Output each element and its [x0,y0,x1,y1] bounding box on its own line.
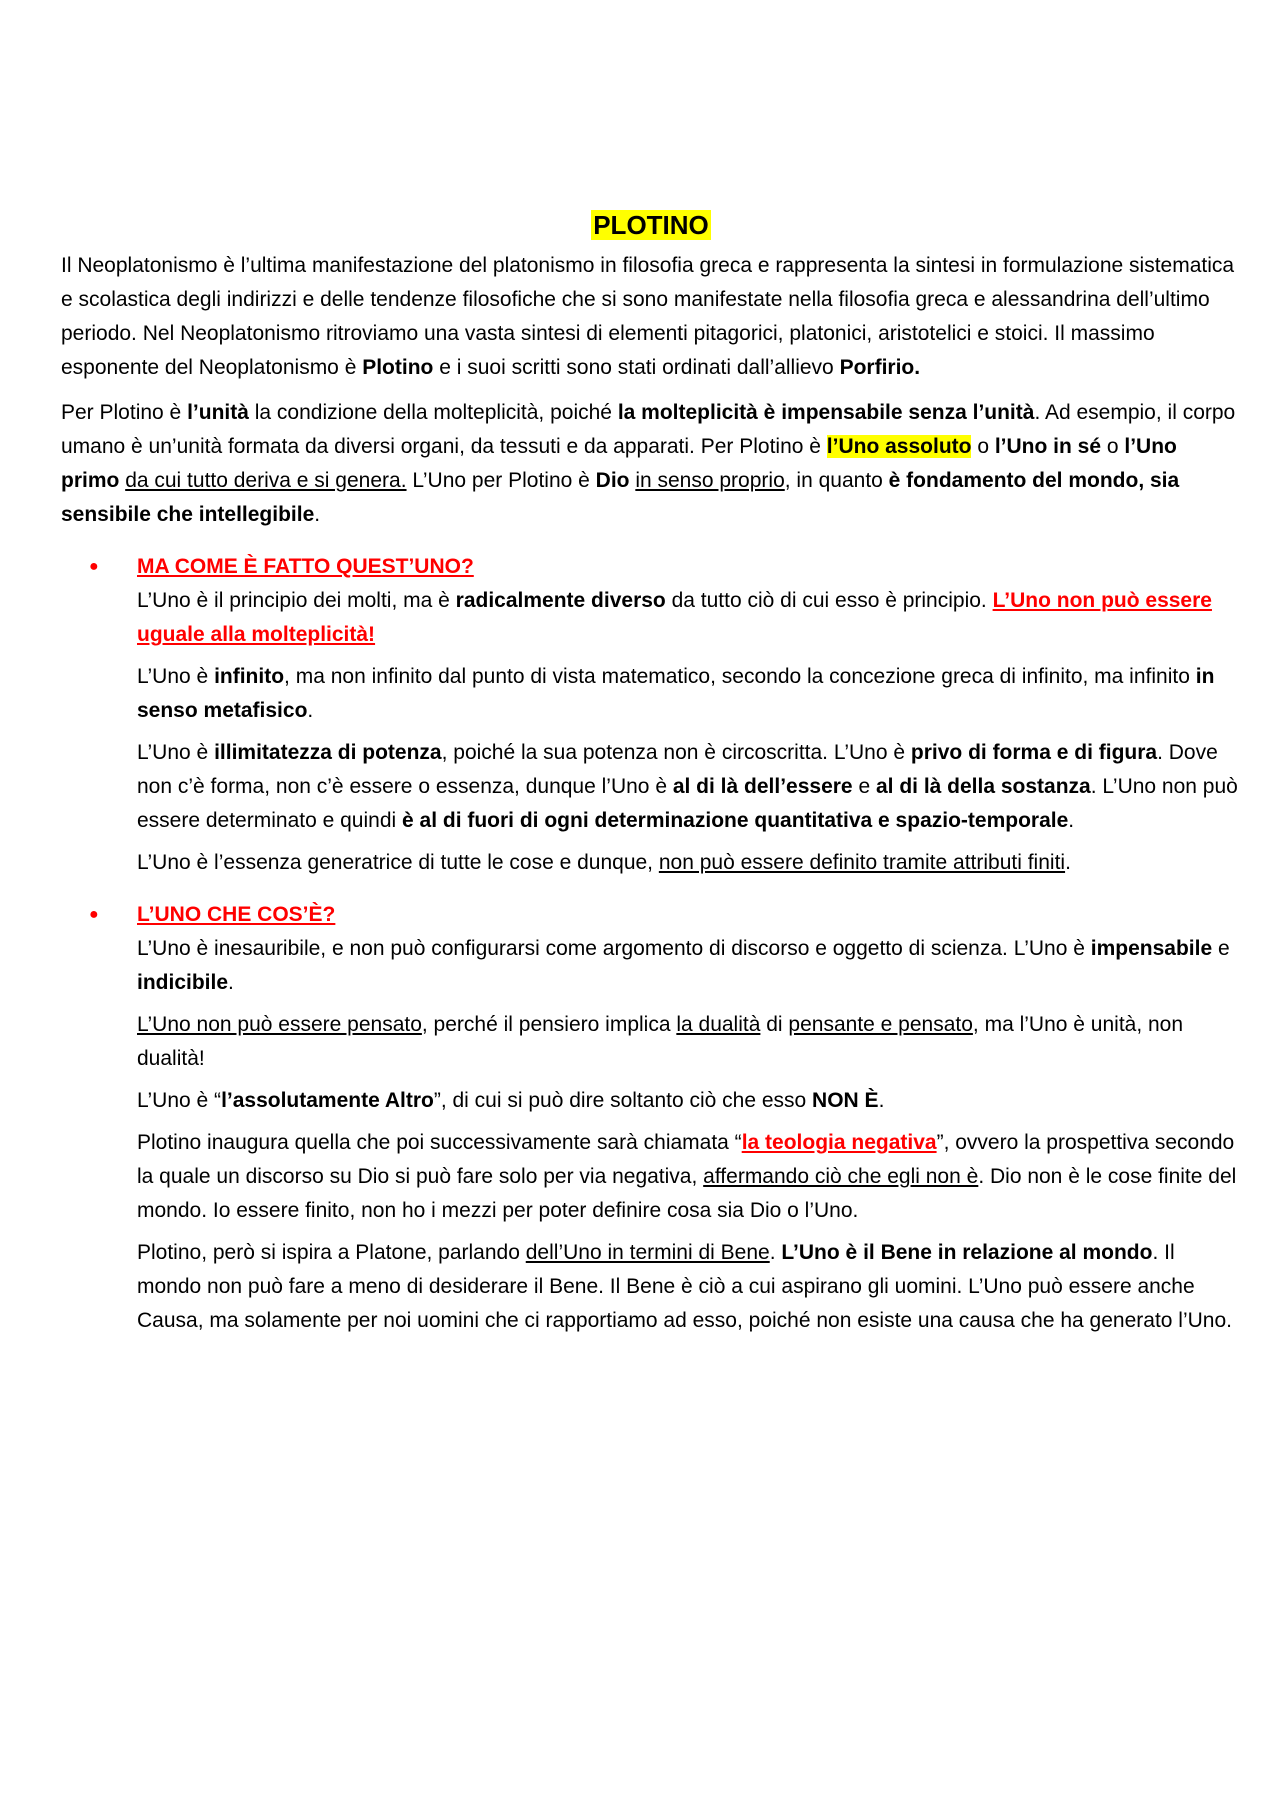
underlined-text: non può essere definito tramite attributi finiti [658,851,1066,874]
section-1-paragraph-3 [137,736,1241,838]
bold-text: l’unità [187,401,249,424]
section-1-body [61,584,1241,880]
bold-text: radicalmente diverso [455,589,666,612]
text: . Ad esempio, il corpo umano è un’unità formata da diversi organi, da tessuti e da apparati. Per Plotino è [61,401,1236,458]
underlined-text: pensante e pensato [788,1013,973,1036]
section-2-paragraph-1 [137,932,1241,1000]
text: . Dio non è le cose finite del mondo. Io essere finito, non ho i mezzi per poter definire cosa sia Dio o l’Uno. [137,1165,1237,1222]
bold-text: infinito [214,665,285,688]
section-2-body [61,932,1241,1338]
underlined-text: dell’Uno in termini di Bene [525,1241,770,1264]
text: ”, ovvero la prospettiva secondo la quale un discorso su Dio si può fare solo per via negativa, [137,1131,1235,1188]
bold-text: L’Uno è il Bene in relazione al mondo [781,1241,1153,1264]
bold-text: impensabile [1090,937,1213,960]
section-1-heading [61,550,1241,584]
text: L’Uno è [137,741,215,764]
title-wrap [61,205,1241,245]
text: , ma l’Uno è unità, non dualità! [137,1013,1184,1070]
bold-text: al di là dell’essere [672,775,853,798]
bold-text: è fondamento del mondo, sia sensibile che intellegibile [61,469,1180,526]
text: , perché il pensiero implica [421,1013,677,1036]
text: . Dove non c’è forma, non c’è essere o essenza, dunque l’Uno è [137,741,1218,798]
bold-porfirio: Porfirio. [839,356,921,379]
text: . [878,1089,885,1112]
bold-text: l’Uno in sé [994,435,1102,458]
document-page [61,205,1241,1346]
text: . [314,503,321,526]
bullet-icon: ● [89,906,99,923]
bold-text: NON È [812,1089,879,1112]
underlined-text: in senso proprio [635,469,785,492]
text: ”, di cui si può dire soltanto ciò che esso [433,1089,813,1112]
bold-text: l’Uno primo [61,435,1177,492]
text: Plotino, però si ispira a Platone, parlando [137,1241,526,1264]
bold-text: illimitatezza di potenza [214,741,442,764]
bold-text: al di là della sostanza [875,775,1091,798]
intro-paragraph-2 [61,396,1241,532]
text: Plotino inaugura quella che poi successivamente sarà chiamata “ [137,1131,742,1154]
section-1-paragraph-1 [137,584,1241,652]
red-underlined-text: la teologia negativa [741,1131,937,1154]
text: L’Uno è il principio dei molti, ma è [137,589,456,612]
highlighted-uno-assoluto: l’Uno assoluto [826,435,972,458]
text: Per Plotino è [61,401,188,424]
section-1-paragraph-2 [137,660,1241,728]
bold-text: Dio [595,469,630,492]
section-1-paragraph-4 [137,846,1241,880]
bold-text: privo di forma e di figura [910,741,1158,764]
section-heading: MA COME È FATTO QUEST’UNO? [137,555,474,578]
text: o [1101,435,1125,458]
text: e [1212,937,1230,960]
bold-text: l’assolutamente Altro [221,1089,434,1112]
text: , in quanto [784,469,889,492]
section-2-paragraph-4 [137,1126,1241,1228]
text: . Il mondo non può fare a meno di desiderare il Bene. Il Bene è ciò a cui aspirano gli uomini. L’Uno può essere anche Causa, ma solamente per noi uomini che ci rapportiamo ad esso, poiché non esiste una causa che ha generato l’Uno. [137,1241,1232,1332]
text: , poiché la sua potenza non è circoscritta. L’Uno è [441,741,911,764]
bullet-icon: ● [89,558,99,575]
text: . [1065,851,1071,874]
text: L’Uno è inesauribile, e non può configurarsi come argomento di discorso e oggetto di scienza. L’Uno è [137,937,1091,960]
text: . [1068,809,1075,832]
bold-text: in senso metafisico [137,665,1215,722]
section-heading: L’UNO CHE COS’È? [137,903,336,926]
red-underlined-text: L’Uno non può essere uguale alla molteplicità! [137,589,1212,646]
section-2-paragraph-2 [137,1008,1241,1076]
underlined-text: da cui tutto deriva e si genera. [125,469,407,492]
underlined-text: affermando ciò che egli non è [703,1165,979,1188]
text: di [760,1013,789,1036]
bold-plotino: Plotino [362,356,434,379]
text: . [228,971,234,994]
text: L’Uno è l’essenza generatrice di tutte le cose e dunque, [137,851,659,874]
text: . L’Uno non può essere determinato e quindi [137,775,1238,832]
text: . [769,1241,782,1264]
text: e [852,775,876,798]
underlined-text: la dualità [676,1013,761,1036]
text: e i suoi scritti sono stati ordinati dall’allievo [433,356,840,379]
underlined-text: L’Uno non può essere pensato [137,1013,422,1036]
text: , ma non infinito dal punto di vista matematico, secondo la concezione greca di infinito, ma infinito [284,665,1196,688]
bold-text: è al di fuori di ogni determinazione quantitativa e spazio-temporale [402,809,1069,832]
intro-paragraph-1 [61,249,1241,385]
page-title: PLOTINO [593,210,709,240]
text: . [307,699,314,722]
section-2-heading [61,898,1241,932]
text: Il Neoplatonismo è l’ultima manifestazione del platonismo in filosofia greca e rappresenta la sintesi in formulazione sistematica e scolastica degli indirizzi e delle tendenze filosofiche che si sono manifestate nella filosofia greca e alessandrina dell’ultimo periodo. Nel Neoplatonismo ritroviamo una vasta sintesi di elementi pitagorici, platonici, aristotelici e stoici. Il massimo esponente del Neoplatonismo è [61,254,1235,379]
section-2-paragraph-3 [137,1084,1241,1118]
section-2-paragraph-5 [137,1236,1241,1338]
text: L’Uno è [137,665,215,688]
text: da tutto ciò di cui esso è principio. [665,589,993,612]
text: la condizione della molteplicità, poiché [248,401,618,424]
text: o [971,435,995,458]
bold-text: indicibile [137,971,229,994]
text: L’Uno è “ [137,1089,222,1112]
bold-text: la molteplicità è impensabile senza l’unità [617,401,1035,424]
text: L’Uno per Plotino è [406,469,596,492]
